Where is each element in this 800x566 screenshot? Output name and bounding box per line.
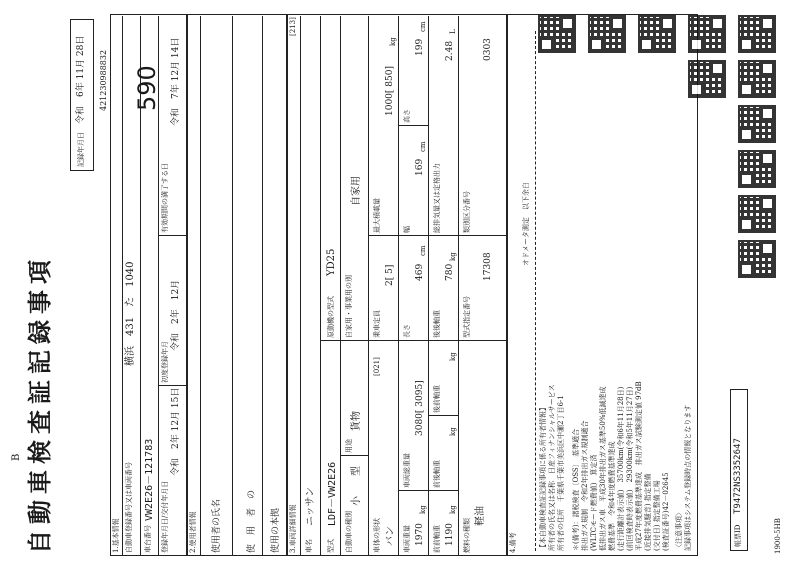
use-value: 貨物 bbox=[351, 411, 362, 431]
height-label: 高さ bbox=[403, 109, 411, 123]
notes-line: 【本自動車検査証記録事項に係る所有者情報】 bbox=[539, 404, 547, 551]
handwritten-number: 590 bbox=[133, 65, 161, 111]
engine-label: 原動機の型式 bbox=[327, 296, 335, 338]
qr-code-icon bbox=[740, 62, 774, 96]
fr-axle-unit: kg bbox=[449, 427, 457, 436]
fuel-value: 軽油 bbox=[475, 506, 486, 526]
gross-value: 3080[ 3095] bbox=[415, 380, 425, 436]
length-value: 469 bbox=[415, 263, 425, 281]
approval-label: 型式指定番号 bbox=[463, 296, 471, 338]
width-value: 169 bbox=[415, 158, 425, 176]
notes-line: (前回検査時表示値) 29300km(令和5年11月27日) bbox=[626, 386, 634, 551]
odometer-note: オドメータ測定 以下余白 bbox=[522, 182, 530, 266]
first-reg-value: 令和 2年 12月 15日 bbox=[171, 387, 181, 476]
capacity-value: 2[ 5] bbox=[385, 264, 395, 286]
form-mark: B bbox=[11, 453, 22, 461]
notes-line: (近接排気騒音) 指定整備 bbox=[644, 473, 652, 551]
class-label: 類別区分番号 bbox=[463, 191, 471, 233]
business-value: 自家用 bbox=[351, 176, 362, 206]
doc-id-label: 帳票ID bbox=[734, 524, 742, 547]
front-axle-unit: kg bbox=[449, 505, 457, 514]
model-value: LDF－VW2E26 bbox=[327, 461, 338, 526]
rear-rear-value: 780 bbox=[445, 263, 455, 281]
notes-section-title: 4.備考 bbox=[509, 532, 517, 553]
notes-line: 記録事項はシステム登録時点の情報となります bbox=[684, 404, 692, 551]
user-name-label: 使用者の氏名 bbox=[212, 498, 222, 553]
rear-front-unit: kg bbox=[449, 352, 457, 361]
body-code: [021] bbox=[373, 357, 381, 376]
rear-rear-label: 後後軸重 bbox=[433, 310, 441, 338]
notes-line: 排出ガス規制 令和2年排出ガス規制適合 bbox=[581, 420, 589, 551]
body-value: バン bbox=[385, 526, 396, 546]
doc-id-value: T9472NS3352647 bbox=[733, 438, 743, 514]
front-axle-value: 1190 bbox=[445, 523, 455, 546]
notes-line: 所有者の住所 千葉県千葉市美浜区中瀬2丁目6-1 bbox=[557, 395, 565, 551]
body-label: 車体の形状 bbox=[373, 518, 381, 553]
maker-label: 車名 bbox=[305, 539, 313, 553]
basic-section-title: 1.基本情報 bbox=[112, 518, 120, 553]
gross-label: 車両総重量 bbox=[403, 453, 411, 488]
first-reg-label: 登録年月日/交付年月日 bbox=[161, 480, 169, 553]
expiry-label: 有効期間の満了する日 bbox=[161, 163, 169, 233]
class-value: 0303 bbox=[483, 38, 493, 61]
length-label: 長さ bbox=[403, 324, 411, 338]
user-base-label: 使用の本拠 bbox=[271, 507, 281, 553]
form-code: 1900-5HB bbox=[774, 518, 782, 554]
displacement-label: 総排気量又は定格出力 bbox=[433, 163, 441, 233]
length-unit: cm bbox=[419, 245, 427, 256]
notes-line: ＊(備考)：諸税検査〔OSS〕 基準適合 bbox=[572, 428, 580, 551]
business-label: 自家用・事業用の別 bbox=[345, 275, 353, 338]
width-label: 幅 bbox=[403, 226, 411, 233]
doc-number: 421230988832 bbox=[99, 49, 108, 111]
load-label: 最大積載量 bbox=[373, 198, 381, 233]
document-title: 自動車検査証記録事項 bbox=[25, 254, 54, 554]
fr-axle-label: 前後軸重 bbox=[433, 460, 441, 488]
capacity-label: 乗車定員 bbox=[373, 310, 381, 338]
displacement-value: 2.48 bbox=[445, 40, 455, 61]
qr-code-icon bbox=[540, 17, 574, 51]
approval-value: 17308 bbox=[483, 252, 493, 281]
user-info-section bbox=[186, 14, 288, 556]
user-address-label: 使 用 者 の bbox=[247, 489, 257, 553]
notes-line bbox=[672, 31, 674, 551]
expiry-value: 令和 7年 12月 14日 bbox=[171, 37, 181, 126]
notes-line: (走行距離計表示値) 35700km(令和6年11月28日) bbox=[617, 386, 625, 551]
load-value: 1000[ 850] bbox=[385, 66, 395, 116]
vin-label: 車台番号 bbox=[144, 525, 152, 553]
record-date-label: 記録年月日 bbox=[77, 132, 85, 167]
notes-line: 平成27年度燃費基準達成 排出ガス試験測定値 97dB bbox=[635, 381, 643, 551]
qr-code-icon bbox=[740, 242, 774, 276]
front-axle-label: 前前軸重 bbox=[433, 525, 441, 553]
user-section-title: 2.使用者情報 bbox=[189, 511, 197, 553]
notes-line: 燃費基準 令和4年度燃費基準達成 bbox=[608, 441, 616, 551]
weight-value: 1970 bbox=[415, 523, 425, 546]
notes-line: (交付日) 指定整備工場 bbox=[653, 480, 661, 551]
kind-value: 小 型 bbox=[351, 466, 362, 506]
qr-code-icon bbox=[640, 17, 674, 51]
vehicle-section-title: 3.車両詳細情報 bbox=[289, 504, 297, 553]
rear-rear-unit: kg bbox=[449, 252, 457, 261]
record-date-value: 令和 6年 11月 28日 bbox=[76, 35, 86, 124]
notes-line: 低排出ガス車 平成30年排出ガス基準50%低減達成 bbox=[599, 386, 607, 551]
vin-value: VW2E26－121783 bbox=[144, 438, 155, 521]
fuel-label: 燃料の種類 bbox=[463, 518, 471, 553]
reg-number-value: 横浜 431 た 1040 bbox=[125, 261, 136, 366]
width-unit: cm bbox=[419, 141, 427, 152]
load-unit: kg bbox=[389, 37, 397, 46]
weight-unit: kg bbox=[419, 505, 427, 514]
first-reg-ym-value: 令和 2年 12月 bbox=[171, 279, 181, 351]
qr-code-icon bbox=[690, 17, 724, 51]
notes-line: (WLTCモード燃費値) 算定済 bbox=[590, 454, 598, 551]
notes-line: (検査証番号)42－02645 bbox=[662, 472, 670, 551]
notes-line bbox=[567, 31, 569, 551]
kind-label: 自動車の種別 bbox=[345, 511, 353, 553]
model-label: 型式 bbox=[327, 539, 335, 553]
maker-value: ニッサン bbox=[305, 486, 316, 526]
qr-code-icon bbox=[740, 197, 774, 231]
weight-label: 車両重量 bbox=[403, 525, 411, 553]
rear-front-label: 後前軸重 bbox=[433, 385, 441, 413]
qr-code-icon bbox=[690, 62, 724, 96]
notes-list bbox=[540, 31, 694, 551]
notes-line: 所有者の氏名又は名称 日産フィナンシャルサービス bbox=[548, 384, 556, 551]
height-unit: cm bbox=[419, 21, 427, 32]
use-label: 用途 bbox=[345, 439, 353, 453]
first-reg-ym-label: 初度登録年月 bbox=[161, 341, 169, 383]
code-213: [213] bbox=[289, 17, 297, 36]
qr-code-icon bbox=[740, 107, 774, 141]
qr-code-icon bbox=[740, 17, 774, 51]
height-value: 199 bbox=[415, 38, 425, 56]
qr-code-icon bbox=[590, 17, 624, 51]
notes-line: 〈注意事項〉 bbox=[675, 509, 683, 551]
qr-code-icon bbox=[740, 152, 774, 186]
displacement-unit: L bbox=[449, 29, 457, 34]
reg-number-label: 自動車登録番号又は車両番号 bbox=[125, 462, 133, 553]
engine-value: YD25 bbox=[326, 248, 337, 276]
